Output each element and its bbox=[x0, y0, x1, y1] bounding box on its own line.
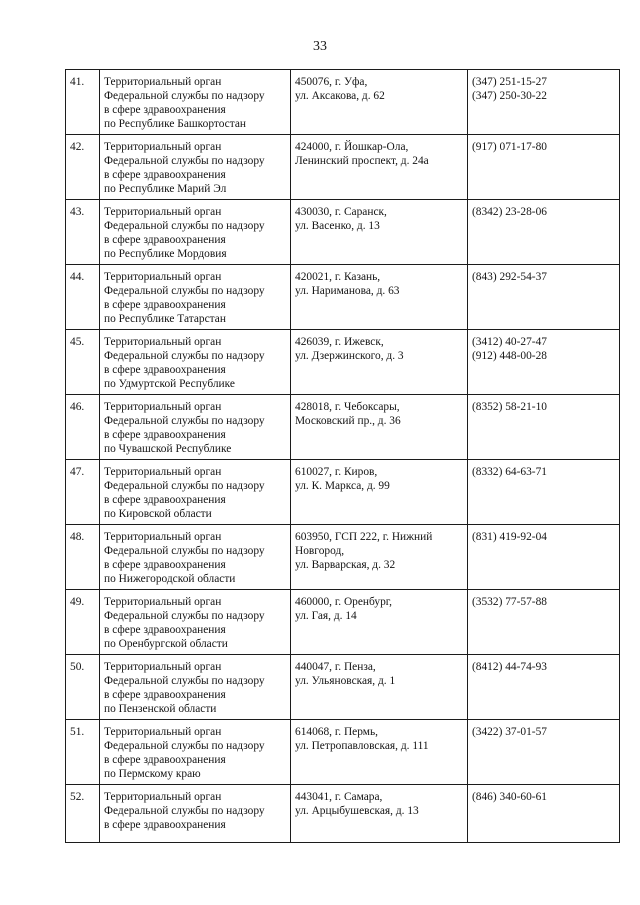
organization-name-line: в сфере здравоохранения bbox=[104, 364, 226, 376]
phone-number: (843) 292-54-37 bbox=[472, 271, 547, 283]
table-row bbox=[66, 200, 620, 265]
phone-cell bbox=[468, 785, 620, 843]
address-line: 420021, г. Казань, bbox=[295, 271, 381, 283]
phone-number: (3412) 40-27-47 bbox=[472, 336, 547, 348]
organization-name-line: по Пермскому краю bbox=[104, 768, 201, 780]
organization-name-line: по Республике Марий Эл bbox=[104, 183, 227, 195]
organization-name-line: Федеральной службы по надзору bbox=[104, 675, 265, 687]
organization-name-cell bbox=[100, 590, 291, 655]
organization-name-cell bbox=[100, 395, 291, 460]
row-number-cell bbox=[66, 330, 100, 395]
organization-name-line: по Удмуртской Республике bbox=[104, 378, 235, 390]
phone-number: (3532) 77-57-88 bbox=[472, 596, 547, 608]
row-number-cell bbox=[66, 525, 100, 590]
organization-name-line: Территориальный орган bbox=[104, 206, 222, 218]
phone-cell bbox=[468, 655, 620, 720]
address-cell bbox=[291, 395, 468, 460]
organization-name-line: в сфере здравоохранения bbox=[104, 104, 226, 116]
row-number: 48. bbox=[70, 531, 85, 543]
organization-name-line: Территориальный орган bbox=[104, 726, 222, 738]
row-number: 47. bbox=[70, 466, 85, 478]
organization-name-line: в сфере здравоохранения bbox=[104, 494, 226, 506]
organization-name-line: в сфере здравоохранения bbox=[104, 624, 226, 636]
address-line: 440047, г. Пенза, bbox=[295, 661, 376, 673]
phone-number: (831) 419-92-04 bbox=[472, 531, 547, 543]
address-cell bbox=[291, 460, 468, 525]
phone-number: (8412) 44-74-93 bbox=[472, 661, 547, 673]
organization-name-cell bbox=[100, 135, 291, 200]
organization-name-line: по Оренбургской области bbox=[104, 638, 228, 650]
row-number: 49. bbox=[70, 596, 85, 608]
address-cell bbox=[291, 265, 468, 330]
address-line: 614068, г. Пермь, bbox=[295, 726, 379, 738]
organization-name-cell bbox=[100, 655, 291, 720]
organization-name-line: в сфере здравоохранения bbox=[104, 689, 226, 701]
row-number-cell bbox=[66, 70, 100, 135]
organization-name-line: Федеральной службы по надзору bbox=[104, 90, 265, 102]
organization-name-line: в сфере здравоохранения bbox=[104, 234, 226, 246]
organization-name-line: Территориальный орган bbox=[104, 791, 222, 803]
organization-name-line: Территориальный орган bbox=[104, 466, 222, 478]
registry-table bbox=[65, 69, 620, 843]
organization-name-line: Территориальный орган bbox=[104, 531, 222, 543]
address-cell bbox=[291, 655, 468, 720]
phone-cell bbox=[468, 395, 620, 460]
table-row bbox=[66, 395, 620, 460]
address-line: ул. К. Маркса, д. 99 bbox=[295, 480, 390, 492]
table-row bbox=[66, 525, 620, 590]
address-line: 443041, г. Самара, bbox=[295, 791, 383, 803]
organization-name-line: в сфере здравоохранения bbox=[104, 299, 226, 311]
organization-name-cell bbox=[100, 265, 291, 330]
phone-number: (347) 251-15-27 bbox=[472, 76, 547, 88]
row-number: 52. bbox=[70, 791, 85, 803]
phone-cell bbox=[468, 460, 620, 525]
phone-cell bbox=[468, 720, 620, 785]
organization-name-line: по Республике Мордовия bbox=[104, 248, 227, 260]
phone-cell bbox=[468, 330, 620, 395]
organization-name-line: в сфере здравоохранения bbox=[104, 429, 226, 441]
row-number: 51. bbox=[70, 726, 85, 738]
address-cell bbox=[291, 785, 468, 843]
row-number: 43. bbox=[70, 206, 85, 218]
organization-name-line: Федеральной службы по надзору bbox=[104, 155, 265, 167]
address-line: 610027, г. Киров, bbox=[295, 466, 378, 478]
organization-name-line: Федеральной службы по надзору bbox=[104, 220, 265, 232]
table-row bbox=[66, 655, 620, 720]
organization-name-line: Территориальный орган bbox=[104, 76, 222, 88]
table-row bbox=[66, 460, 620, 525]
address-line: Новгород, bbox=[295, 545, 345, 557]
address-line: 603950, ГСП 222, г. Нижний bbox=[295, 531, 433, 543]
address-line: 428018, г. Чебоксары, bbox=[295, 401, 400, 413]
organization-name-line: Территориальный орган bbox=[104, 401, 222, 413]
phone-cell bbox=[468, 200, 620, 265]
address-cell bbox=[291, 70, 468, 135]
address-line: 460000, г. Оренбург, bbox=[295, 596, 393, 608]
address-line: ул. Ульяновская, д. 1 bbox=[295, 675, 396, 687]
organization-name-line: Территориальный орган bbox=[104, 596, 222, 608]
phone-number: (3422) 37-01-57 bbox=[472, 726, 547, 738]
table-row bbox=[66, 330, 620, 395]
organization-name-line: по Республике Башкортостан bbox=[104, 118, 246, 130]
organization-name-line: в сфере здравоохранения bbox=[104, 819, 226, 831]
table-row bbox=[66, 785, 620, 843]
address-cell bbox=[291, 590, 468, 655]
row-number: 50. bbox=[70, 661, 85, 673]
organization-name-line: в сфере здравоохранения bbox=[104, 169, 226, 181]
organization-name-line: Федеральной службы по надзору bbox=[104, 480, 265, 492]
organization-name-line: Федеральной службы по надзору bbox=[104, 610, 265, 622]
address-line: ул. Петропавловская, д. 111 bbox=[295, 740, 429, 752]
phone-cell bbox=[468, 135, 620, 200]
organization-name-line: Территориальный орган bbox=[104, 141, 222, 153]
address-line: Ленинский проспект, д. 24а bbox=[295, 155, 429, 167]
address-line: ул. Гая, д. 14 bbox=[295, 610, 357, 622]
organization-name-line: по Чувашской Республике bbox=[104, 443, 232, 455]
row-number: 41. bbox=[70, 76, 85, 88]
address-line: 424000, г. Йошкар-Ола, bbox=[295, 141, 409, 153]
phone-cell bbox=[468, 70, 620, 135]
address-line: ул. Нариманова, д. 63 bbox=[295, 285, 400, 297]
phone-cell bbox=[468, 265, 620, 330]
row-number: 42. bbox=[70, 141, 85, 153]
row-number: 46. bbox=[70, 401, 85, 413]
address-line: ул. Дзержинского, д. 3 bbox=[295, 350, 404, 362]
phone-number: (846) 340-60-61 bbox=[472, 791, 547, 803]
table-row bbox=[66, 590, 620, 655]
phone-number: (8342) 23-28-06 bbox=[472, 206, 547, 218]
row-number-cell bbox=[66, 265, 100, 330]
address-line: Московский пр., д. 36 bbox=[295, 415, 401, 427]
address-line: 430030, г. Саранск, bbox=[295, 206, 387, 218]
row-number-cell bbox=[66, 785, 100, 843]
address-line: ул. Васенко, д. 13 bbox=[295, 220, 380, 232]
address-line: 450076, г. Уфа, bbox=[295, 76, 368, 88]
address-line: 426039, г. Ижевск, bbox=[295, 336, 384, 348]
phone-number: (347) 250-30-22 bbox=[472, 90, 547, 102]
row-number: 44. bbox=[70, 271, 85, 283]
organization-name-line: Федеральной службы по надзору bbox=[104, 350, 265, 362]
organization-name-line: Территориальный орган bbox=[104, 271, 222, 283]
phone-cell bbox=[468, 525, 620, 590]
row-number-cell bbox=[66, 200, 100, 265]
row-number-cell bbox=[66, 655, 100, 720]
address-line: ул. Арцыбушевская, д. 13 bbox=[295, 805, 419, 817]
organization-name-line: в сфере здравоохранения bbox=[104, 559, 226, 571]
organization-name-line: Федеральной службы по надзору bbox=[104, 415, 265, 427]
organization-name-line: по Кировской области bbox=[104, 508, 212, 520]
row-number-cell bbox=[66, 395, 100, 460]
organization-name-line: по Пензенской области bbox=[104, 703, 217, 715]
address-line: ул. Варварская, д. 32 bbox=[295, 559, 396, 571]
organization-name-line: Федеральной службы по надзору bbox=[104, 740, 265, 752]
phone-cell bbox=[468, 590, 620, 655]
address-cell bbox=[291, 330, 468, 395]
organization-name-line: Федеральной службы по надзору bbox=[104, 285, 265, 297]
organization-name-line: по Нижегородской области bbox=[104, 573, 236, 585]
organization-name-cell bbox=[100, 460, 291, 525]
table-row bbox=[66, 135, 620, 200]
organization-name-cell bbox=[100, 785, 291, 843]
organization-name-cell bbox=[100, 720, 291, 785]
page-number: 33 bbox=[313, 39, 327, 54]
organization-name-line: в сфере здравоохранения bbox=[104, 754, 226, 766]
organization-name-cell bbox=[100, 70, 291, 135]
organization-name-cell bbox=[100, 200, 291, 265]
phone-number: (917) 071-17-80 bbox=[472, 141, 547, 153]
table-row bbox=[66, 720, 620, 785]
organization-name-line: Территориальный орган bbox=[104, 336, 222, 348]
row-number-cell bbox=[66, 590, 100, 655]
address-cell bbox=[291, 135, 468, 200]
organization-name-line: Федеральной службы по надзору bbox=[104, 805, 265, 817]
row-number-cell bbox=[66, 135, 100, 200]
address-cell bbox=[291, 525, 468, 590]
address-line: ул. Аксакова, д. 62 bbox=[295, 90, 385, 102]
organization-name-cell bbox=[100, 525, 291, 590]
organization-name-line: Федеральной службы по надзору bbox=[104, 545, 265, 557]
address-cell bbox=[291, 720, 468, 785]
row-number-cell bbox=[66, 720, 100, 785]
phone-number: (8332) 64-63-71 bbox=[472, 466, 547, 478]
table-row bbox=[66, 265, 620, 330]
organization-name-line: по Республике Татарстан bbox=[104, 313, 226, 325]
table-row bbox=[66, 70, 620, 135]
organization-name-cell bbox=[100, 330, 291, 395]
phone-number: (912) 448-00-28 bbox=[472, 350, 547, 362]
row-number: 45. bbox=[70, 336, 85, 348]
row-number-cell bbox=[66, 460, 100, 525]
address-cell bbox=[291, 200, 468, 265]
registry-body bbox=[66, 70, 620, 843]
phone-number: (8352) 58-21-10 bbox=[472, 401, 547, 413]
organization-name-line: Территориальный орган bbox=[104, 661, 222, 673]
